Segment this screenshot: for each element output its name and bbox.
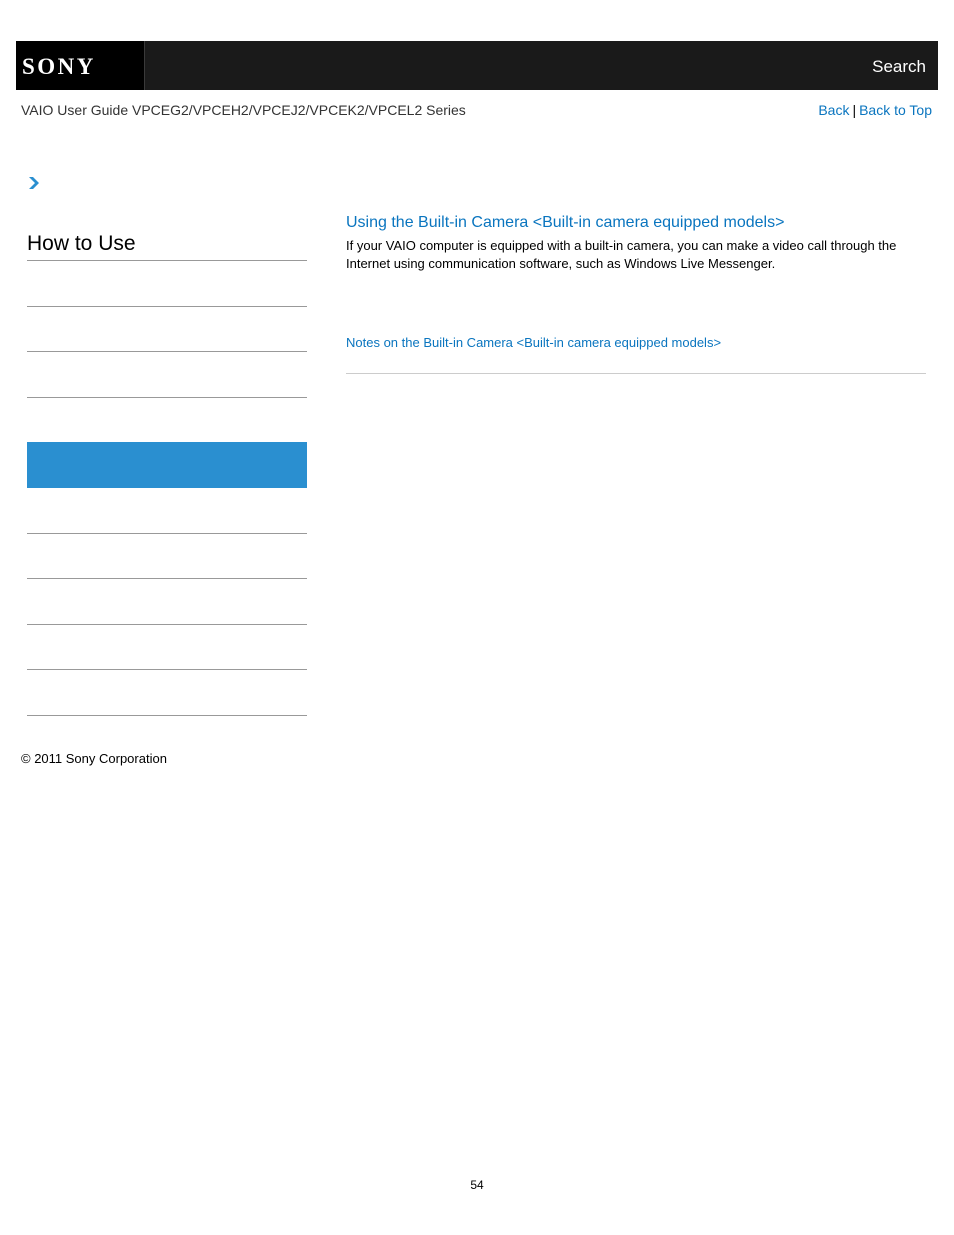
sidebar-item-9[interactable] — [27, 670, 307, 716]
sidebar-item-3[interactable] — [27, 352, 307, 398]
svg-text:SONY: SONY — [22, 55, 96, 77]
back-link[interactable]: Back — [818, 102, 850, 118]
sidebar-item-5[interactable] — [27, 488, 307, 534]
sidebar-item-2[interactable] — [27, 306, 307, 352]
sidebar-item-8[interactable] — [27, 624, 307, 670]
sidebar-item-active[interactable] — [27, 442, 307, 488]
sony-logo-wordmark — [20, 55, 140, 77]
header-bar — [16, 41, 938, 90]
top-nav — [818, 102, 932, 118]
page-number: 54 — [470, 1178, 484, 1192]
copyright: © 2011 Sony Corporation — [21, 751, 167, 766]
guide-title: VAIO User Guide VPCEG2/VPCEH2/VPCEJ2/VPCEK2/VPCEL2 Series — [21, 102, 466, 118]
nav-separator: | — [852, 102, 857, 118]
chevron-right-icon[interactable] — [27, 176, 41, 195]
sidebar-item-1[interactable] — [27, 261, 307, 307]
sidebar-item-6[interactable] — [27, 533, 307, 579]
sidebar-heading: How to Use — [27, 232, 307, 261]
back-to-top-link[interactable]: Back to Top — [859, 102, 932, 118]
sidebar-item-7[interactable] — [27, 579, 307, 625]
content-divider — [346, 373, 926, 374]
topic-description: If your VAIO computer is equipped with a built-in camera, you can make a video call through the Internet using communication software, such as Windows Live Messenger. — [346, 238, 897, 271]
topic-link-built-in-camera[interactable]: Using the Built-in Camera <Built-in camera equipped models> — [346, 214, 785, 231]
sony-logo[interactable] — [16, 41, 145, 90]
topic-link-notes-camera[interactable]: Notes on the Built-in Camera <Built-in camera equipped models> — [346, 335, 722, 350]
search-link[interactable]: Search — [872, 57, 926, 76]
